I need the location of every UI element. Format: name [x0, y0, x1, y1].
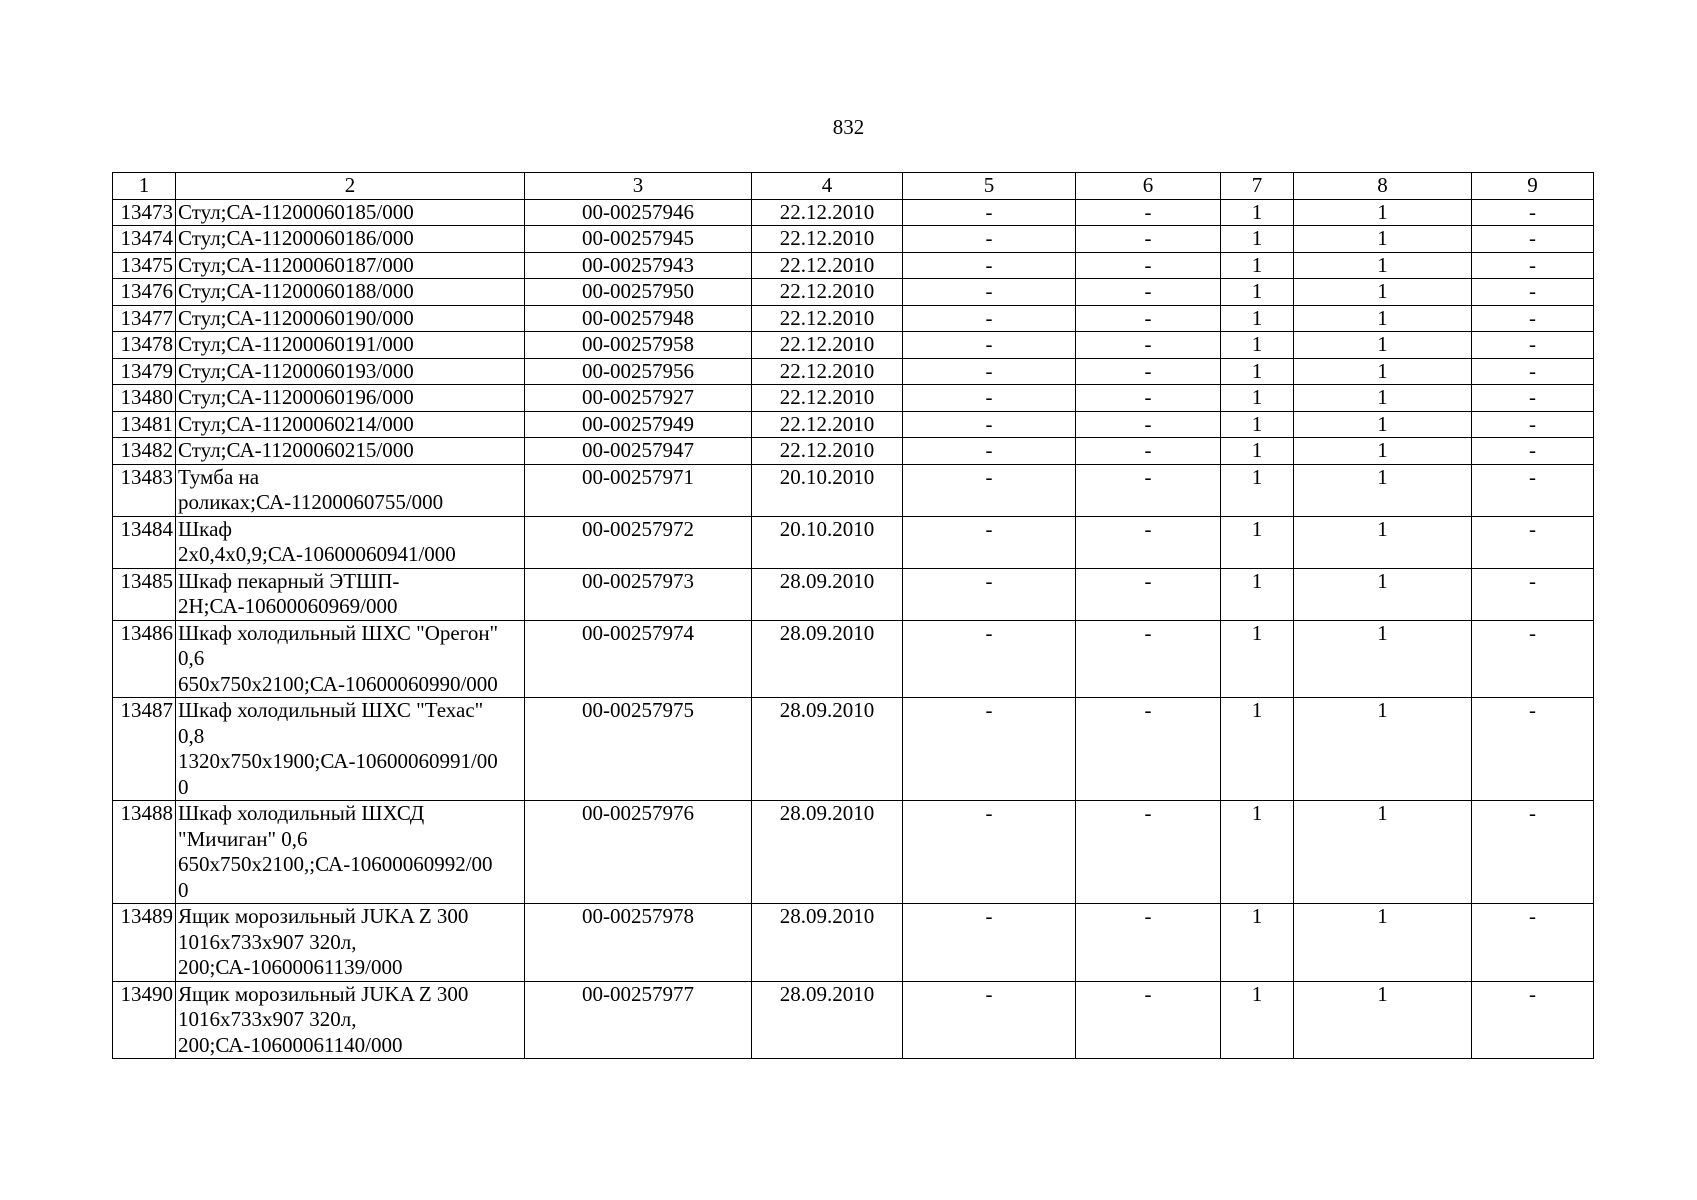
date-cell: 28.09.2010: [752, 698, 903, 801]
column-5-cell: -: [903, 252, 1076, 279]
column-7-cell: 1: [1221, 226, 1294, 253]
inventory-number-cell: 00-00257943: [525, 252, 752, 279]
item-name-cell: [176, 568, 525, 620]
column-9-cell: -: [1472, 226, 1594, 253]
column-8-cell: 1: [1294, 411, 1472, 438]
column-8-cell: 1: [1294, 279, 1472, 306]
column-7-cell: 1: [1221, 464, 1294, 516]
table-row: [113, 981, 1594, 1059]
column-7-cell: 1: [1221, 199, 1294, 226]
column-5-cell: -: [903, 411, 1076, 438]
date-cell: 20.10.2010: [752, 464, 903, 516]
column-8-cell: 1: [1294, 464, 1472, 516]
item-name-cell: [176, 904, 525, 982]
row-number-cell: 13489: [113, 904, 176, 982]
inventory-number-cell: 00-00257958: [525, 332, 752, 359]
inventory-number-cell: 00-00257974: [525, 620, 752, 698]
row-number-cell: 13482: [113, 438, 176, 465]
column-7-cell: 1: [1221, 516, 1294, 568]
item-name-cell: [176, 438, 525, 465]
column-5-cell: -: [903, 358, 1076, 385]
item-name-line: Стул;СА-11200060193/000: [178, 358, 414, 383]
column-5-cell: -: [903, 698, 1076, 801]
item-name-cell: [176, 464, 525, 516]
item-name-line: 0,6: [178, 646, 205, 670]
column-7-cell: 1: [1221, 698, 1294, 801]
column-6-cell: -: [1076, 620, 1221, 698]
item-name-line: 2Н;СА-10600060969/000: [178, 594, 398, 618]
column-8-cell: 1: [1294, 358, 1472, 385]
date-cell: 22.12.2010: [752, 438, 903, 465]
inventory-number-cell: 00-00257976: [525, 801, 752, 904]
column-5-cell: -: [903, 438, 1076, 465]
item-name-line: 0,8: [178, 723, 205, 748]
column-5-cell: -: [903, 516, 1076, 568]
item-name-cell: [176, 199, 525, 226]
column-5-cell: -: [903, 981, 1076, 1059]
column-header-6: 6: [1076, 173, 1221, 200]
item-name-line: 1320х750х1900;СА-10600060991/00: [178, 749, 498, 773]
table-row: [113, 516, 1594, 568]
date-cell: 22.12.2010: [752, 358, 903, 385]
row-number-cell: 13486: [113, 620, 176, 698]
column-5-cell: -: [903, 904, 1076, 982]
item-name-line: роликах;СА-11200060755/000: [178, 490, 444, 514]
row-number-cell: 13476: [113, 279, 176, 306]
inventory-number-cell: 00-00257956: [525, 358, 752, 385]
column-7-cell: 1: [1221, 981, 1294, 1059]
column-9-cell: -: [1472, 279, 1594, 306]
row-number-cell: 13485: [113, 568, 176, 620]
row-number-cell: 13488: [113, 801, 176, 904]
item-name-cell: [176, 620, 525, 698]
inventory-number-cell: 00-00257977: [525, 981, 752, 1059]
table-row: [113, 226, 1594, 253]
item-name-cell: [176, 305, 525, 332]
item-name-line: "Мичиган" 0,6: [178, 826, 308, 851]
column-5-cell: -: [903, 332, 1076, 359]
column-6-cell: -: [1076, 438, 1221, 465]
date-cell: 28.09.2010: [752, 904, 903, 982]
column-9-cell: -: [1472, 438, 1594, 465]
column-8-cell: 1: [1294, 516, 1472, 568]
inventory-number-cell: 00-00257972: [525, 516, 752, 568]
column-6-cell: -: [1076, 464, 1221, 516]
column-5-cell: -: [903, 226, 1076, 253]
column-8-cell: 1: [1294, 620, 1472, 698]
table-row: [113, 464, 1594, 516]
item-name-line: Стул;СА-11200060196/000: [178, 385, 414, 409]
column-7-cell: 1: [1221, 904, 1294, 982]
column-7-cell: 1: [1221, 305, 1294, 332]
column-8-cell: 1: [1294, 305, 1472, 332]
column-9-cell: -: [1472, 252, 1594, 279]
row-number-cell: 13483: [113, 464, 176, 516]
column-5-cell: -: [903, 385, 1076, 412]
row-number-cell: 13481: [113, 411, 176, 438]
column-6-cell: -: [1076, 981, 1221, 1059]
item-name-line: Шкаф холодильный ШХС "Орегон": [178, 620, 499, 645]
item-name-line: Ящик морозильный JUKA Z 300: [178, 904, 469, 928]
item-name-cell: [176, 279, 525, 306]
column-header-5: 5: [903, 173, 1076, 200]
table-row: [113, 279, 1594, 306]
inventory-number-cell: 00-00257946: [525, 199, 752, 226]
asset-register-table: [112, 172, 1594, 1059]
column-9-cell: -: [1472, 568, 1594, 620]
date-cell: 28.09.2010: [752, 801, 903, 904]
column-9-cell: -: [1472, 620, 1594, 698]
table-row: [113, 801, 1594, 904]
table-row: [113, 411, 1594, 438]
column-9-cell: -: [1472, 698, 1594, 801]
inventory-number-cell: 00-00257973: [525, 568, 752, 620]
inventory-number-cell: 00-00257950: [525, 279, 752, 306]
column-8-cell: 1: [1294, 981, 1472, 1059]
inventory-number-cell: 00-00257927: [525, 385, 752, 412]
item-name-line: Стул;СА-11200060214/000: [178, 411, 414, 436]
column-header-7: 7: [1221, 173, 1294, 200]
table-body: [113, 199, 1594, 1059]
item-name-cell: [176, 698, 525, 801]
column-6-cell: -: [1076, 904, 1221, 982]
item-name-cell: [176, 516, 525, 568]
table-row: [113, 620, 1594, 698]
item-name-line: Тумба на: [178, 464, 260, 489]
column-8-cell: 1: [1294, 226, 1472, 253]
item-name-line: Ящик морозильный JUKA Z 300: [178, 981, 469, 1006]
row-number-cell: 13478: [113, 332, 176, 359]
item-name-cell: [176, 226, 525, 253]
column-6-cell: -: [1076, 516, 1221, 568]
date-cell: 22.12.2010: [752, 411, 903, 438]
inventory-number-cell: 00-00257948: [525, 305, 752, 332]
column-8-cell: 1: [1294, 252, 1472, 279]
column-header-3: 3: [525, 173, 752, 200]
row-number-cell: 13490: [113, 981, 176, 1059]
column-7-cell: 1: [1221, 568, 1294, 620]
column-6-cell: -: [1076, 801, 1221, 904]
table-row: [113, 358, 1594, 385]
table-row: [113, 305, 1594, 332]
item-name-cell: [176, 411, 525, 438]
date-cell: 22.12.2010: [752, 199, 903, 226]
column-6-cell: -: [1076, 226, 1221, 253]
row-number-cell: 13480: [113, 385, 176, 412]
column-7-cell: 1: [1221, 438, 1294, 465]
column-5-cell: -: [903, 279, 1076, 306]
table-row: [113, 332, 1594, 359]
column-6-cell: -: [1076, 411, 1221, 438]
table-row: [113, 904, 1594, 982]
column-5-cell: -: [903, 620, 1076, 698]
column-header-8: 8: [1294, 173, 1472, 200]
date-cell: 22.12.2010: [752, 226, 903, 253]
item-name-line: 650х750х2100;СА-10600060990/000: [178, 671, 498, 696]
item-name-line: Шкаф: [178, 516, 232, 541]
table-row: [113, 698, 1594, 801]
column-8-cell: 1: [1294, 801, 1472, 904]
table-row: [113, 568, 1594, 620]
row-number-cell: 13477: [113, 305, 176, 332]
inventory-number-cell: 00-00257975: [525, 698, 752, 801]
column-6-cell: -: [1076, 332, 1221, 359]
column-5-cell: -: [903, 568, 1076, 620]
date-cell: 28.09.2010: [752, 620, 903, 698]
date-cell: 22.12.2010: [752, 279, 903, 306]
date-cell: 22.12.2010: [752, 385, 903, 412]
column-header-4: 4: [752, 173, 903, 200]
column-9-cell: -: [1472, 904, 1594, 982]
column-9-cell: -: [1472, 305, 1594, 332]
column-7-cell: 1: [1221, 411, 1294, 438]
page-number: 832: [832, 115, 865, 139]
table-row: [113, 385, 1594, 412]
column-8-cell: 1: [1294, 438, 1472, 465]
inventory-number-cell: 00-00257945: [525, 226, 752, 253]
column-6-cell: -: [1076, 252, 1221, 279]
column-8-cell: 1: [1294, 332, 1472, 359]
row-number-cell: 13484: [113, 516, 176, 568]
item-name-line: Стул;СА-11200060190/000: [178, 305, 414, 330]
table-row: [113, 199, 1594, 226]
item-name-line: Шкаф холодильный ШХС "Техас": [178, 698, 484, 722]
column-6-cell: -: [1076, 698, 1221, 801]
column-8-cell: 1: [1294, 199, 1472, 226]
item-name-cell: [176, 332, 525, 359]
column-8-cell: 1: [1294, 904, 1472, 982]
inventory-number-cell: 00-00257949: [525, 411, 752, 438]
column-9-cell: -: [1472, 464, 1594, 516]
column-9-cell: -: [1472, 981, 1594, 1059]
item-name-line: 1016х733х907 320л,: [178, 929, 357, 954]
column-7-cell: 1: [1221, 279, 1294, 306]
date-cell: 22.12.2010: [752, 252, 903, 279]
column-9-cell: -: [1472, 199, 1594, 226]
row-number-cell: 13479: [113, 358, 176, 385]
item-name-cell: [176, 981, 525, 1059]
item-name-line: Шкаф пекарный ЭТШП-: [178, 568, 400, 593]
column-7-cell: 1: [1221, 385, 1294, 412]
item-name-line: Шкаф холодильный ШХСД: [178, 801, 425, 825]
column-6-cell: -: [1076, 279, 1221, 306]
column-7-cell: 1: [1221, 801, 1294, 904]
item-name-line: Стул;СА-11200060186/000: [178, 226, 414, 250]
inventory-number-cell: 00-00257971: [525, 464, 752, 516]
table-row: [113, 438, 1594, 465]
item-name-cell: [176, 801, 525, 904]
column-5-cell: -: [903, 801, 1076, 904]
column-8-cell: 1: [1294, 568, 1472, 620]
item-name-line: 200;СА-10600061139/000: [178, 955, 403, 979]
item-name-line: 0: [178, 877, 189, 902]
item-name-line: Стул;СА-11200060191/000: [178, 332, 414, 356]
column-7-cell: 1: [1221, 252, 1294, 279]
item-name-line: Стул;СА-11200060215/000: [178, 438, 414, 462]
column-9-cell: -: [1472, 411, 1594, 438]
column-header-2: 2: [176, 173, 525, 200]
column-5-cell: -: [903, 305, 1076, 332]
column-9-cell: -: [1472, 332, 1594, 359]
column-6-cell: -: [1076, 385, 1221, 412]
column-6-cell: -: [1076, 358, 1221, 385]
column-7-cell: 1: [1221, 332, 1294, 359]
date-cell: 28.09.2010: [752, 568, 903, 620]
date-cell: 28.09.2010: [752, 981, 903, 1059]
column-number-header: [113, 173, 1594, 200]
column-header-9: 9: [1472, 173, 1594, 200]
item-name-line: Стул;СА-11200060187/000: [178, 252, 414, 277]
item-name-cell: [176, 358, 525, 385]
item-name-line: 1016х733х907 320л,: [178, 1007, 357, 1031]
item-name-cell: [176, 385, 525, 412]
item-name-line: 0: [178, 774, 189, 799]
date-cell: 22.12.2010: [752, 332, 903, 359]
inventory-number-cell: 00-00257947: [525, 438, 752, 465]
column-6-cell: -: [1076, 305, 1221, 332]
column-5-cell: -: [903, 464, 1076, 516]
row-number-cell: 13473: [113, 199, 176, 226]
column-9-cell: -: [1472, 385, 1594, 412]
row-number-cell: 13487: [113, 698, 176, 801]
item-name-line: 650х750х2100,;СА-10600060992/00: [178, 852, 493, 876]
column-header-1: 1: [113, 173, 176, 200]
column-8-cell: 1: [1294, 698, 1472, 801]
column-9-cell: -: [1472, 358, 1594, 385]
row-number-cell: 13474: [113, 226, 176, 253]
column-5-cell: -: [903, 199, 1076, 226]
date-cell: 20.10.2010: [752, 516, 903, 568]
item-name-cell: [176, 252, 525, 279]
column-6-cell: -: [1076, 199, 1221, 226]
column-7-cell: 1: [1221, 358, 1294, 385]
header-row: [113, 173, 1594, 200]
column-8-cell: 1: [1294, 385, 1472, 412]
row-number-cell: 13475: [113, 252, 176, 279]
inventory-number-cell: 00-00257978: [525, 904, 752, 982]
column-9-cell: -: [1472, 516, 1594, 568]
column-6-cell: -: [1076, 568, 1221, 620]
item-name-line: 2х0,4х0,9;СА-10600060941/000: [178, 542, 456, 566]
item-name-line: 200;СА-10600061140/000: [178, 1032, 403, 1057]
item-name-line: Стул;СА-11200060188/000: [178, 279, 414, 303]
item-name-line: Стул;СА-11200060185/000: [178, 199, 414, 224]
column-9-cell: -: [1472, 801, 1594, 904]
column-7-cell: 1: [1221, 620, 1294, 698]
date-cell: 22.12.2010: [752, 305, 903, 332]
table-row: [113, 252, 1594, 279]
